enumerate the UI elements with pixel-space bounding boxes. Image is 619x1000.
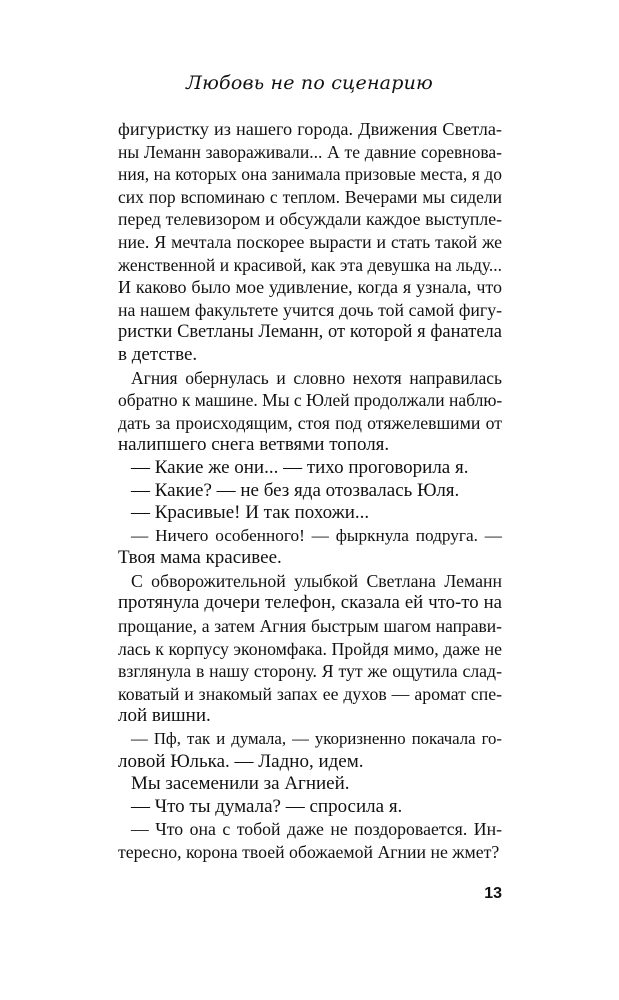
text-line: лой вишни. <box>118 705 211 727</box>
running-title: Любовь не по сценарию <box>186 72 433 94</box>
text-line: дать за происходящим, стоя под отяжелевшими от <box>118 412 502 433</box>
text-line: взглянула в нашу сторону. Я тут же ощутила слад- <box>118 661 502 682</box>
text-line: тересно, корона твоей обожаемой Агнии не жмет? <box>118 842 500 862</box>
text-line: обратно к машине. Мы с Юлей продолжали наблю- <box>118 390 503 411</box>
text-line: протянула дочери телефон, сказала ей что-то на <box>118 592 502 614</box>
text-line: — Что она с тобой даже не поздоровается. Ин- <box>131 819 502 840</box>
text-line: на нашем факультете учится дочь той самой фигу- <box>118 299 502 320</box>
text-line: прощание, а затем Агния быстрым шагом направи- <box>118 616 502 637</box>
text-line: ловой Юлька. — Ладно, идем. <box>118 750 364 772</box>
text-line: И каково было мое удивление, когда я узнала, что <box>118 277 502 298</box>
text-line: — Ничего особенного! — фыркнула подруга. — <box>131 525 502 545</box>
text-line: Твоя мама красивее. <box>118 547 282 569</box>
text-line: Мы засеменили за Агнией. <box>131 773 350 795</box>
text-line: перед телевизором и обсуждали каждое выступле- <box>118 209 502 230</box>
page-number: 13 <box>484 885 502 902</box>
text-line: ние. Я мечтала поскорее вырасти и стать такой же <box>118 231 502 252</box>
text-line: женственной и красивой, как эта девушка на льду... <box>118 254 502 275</box>
text-line: — Какие же они... — тихо проговорила я. <box>131 456 469 478</box>
text-line: в детстве. <box>118 343 198 365</box>
text-line: — Красивые! И так похожи... <box>131 502 370 524</box>
text-line: налипшего снега ветвями тополя. <box>118 434 390 456</box>
body-text <box>118 118 502 864</box>
text-line: С обворожительной улыбкой Светлана Леманн <box>131 570 502 591</box>
text-line: лась к корпусу экономфака. Пройдя мимо, даже не <box>118 638 502 659</box>
text-line: фигуристку из нашего города. Движения Светла- <box>118 119 502 139</box>
text-line: ны Леманн завораживали... А те давние соревнова- <box>118 141 502 162</box>
text-line: Агния обернулась и словно нехотя направилась <box>131 367 502 388</box>
text-line: — Пф, так и думала, — укоризненно покачала го- <box>131 729 502 749</box>
text-line: — Какие? — не без яда отозвалась Юля. <box>131 479 460 501</box>
text-line: коватый и знакомый запах ее духов — аромат спе- <box>118 683 502 704</box>
text-line: сих пор вспоминаю с теплом. Вечерами мы сидели <box>118 186 502 207</box>
text-line: ния, на которых она занимала призовые места, я до <box>118 164 502 185</box>
text-line: ристки Светланы Леманн, от которой я фанатела <box>118 322 502 343</box>
text-line: — Что ты думала? — спросила я. <box>131 795 403 817</box>
